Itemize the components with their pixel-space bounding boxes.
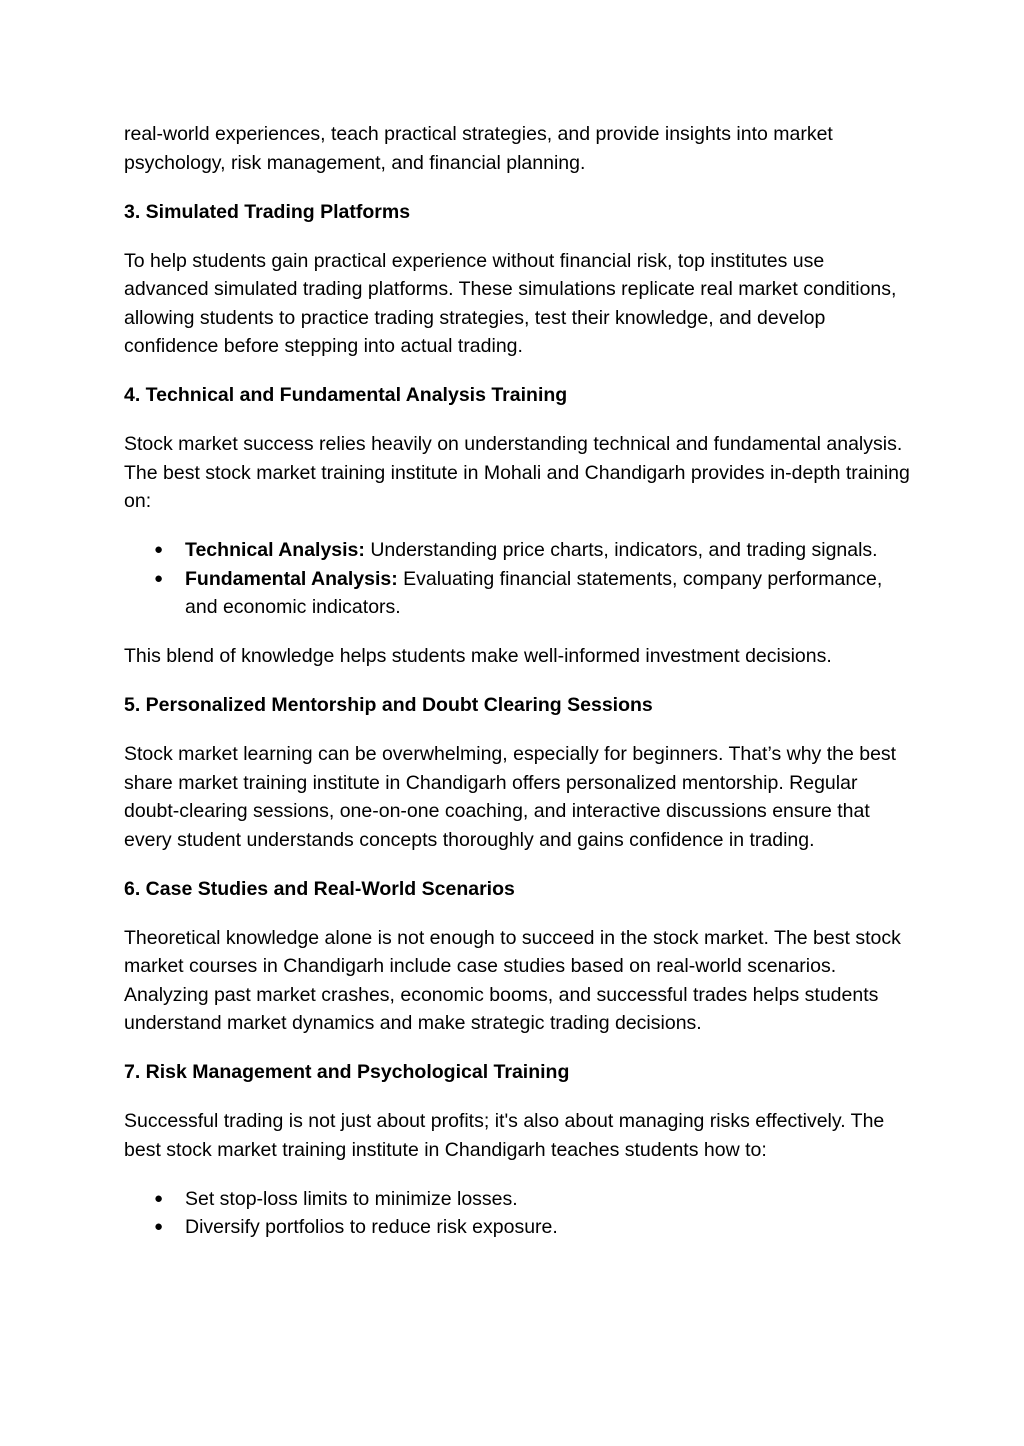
section-4-heading: 4. Technical and Fundamental Analysis Training (124, 384, 568, 406)
section-4-paragraph: Stock market success relies heavily on understanding technical and fundamental analysis. The best stock market training institute in Mohali and Chandigarh provides in-depth training on: (124, 433, 910, 512)
bullet-text: Diversify portfolios to reduce risk exposure. (185, 1216, 558, 1238)
bullet-text: Understanding price charts, indicators, and trading signals. (364, 539, 878, 561)
bullet-text: Set stop-loss limits to minimize losses. (185, 1187, 518, 1210)
bullet-label: Fundamental Analysis: (185, 567, 398, 590)
section-3-paragraph: To help students gain practical experience without financial risk, top institutes use advanced simulated trading platforms. These simulations replicate real market conditions, allowing students to practice trading strategies, test their knowledge, and develop confidence before stepping into actual trading. (124, 249, 897, 357)
section-3-heading: 3. Simulated Trading Platforms (124, 200, 411, 223)
bullet-icon: ● (154, 569, 164, 587)
analysis-bullet-list (124, 536, 914, 622)
list-item (124, 1185, 914, 1214)
bullet-icon: ● (154, 1218, 164, 1235)
section-7-heading: 7. Risk Management and Psychological Training (124, 1061, 570, 1083)
risk-bullet-list (124, 1185, 914, 1242)
list-item (124, 536, 914, 565)
bullet-icon: ● (154, 541, 164, 558)
section-6-paragraph: Theoretical knowledge alone is not enough to succeed in the stock market. The best stock market courses in Chandigarh include case studies based on real-world scenarios. Analyzing past market crashes, economic booms, and successful trades helps students understand market dynamics and make strategic trading decisions. (124, 926, 901, 1034)
bullet-icon: ● (154, 1189, 164, 1207)
list-item (124, 565, 914, 622)
section-6-heading: 6. Case Studies and Real-World Scenarios (124, 877, 515, 900)
bullet-label: Technical Analysis: (185, 539, 365, 561)
section-5-heading: 5. Personalized Mentorship and Doubt Clearing Sessions (124, 694, 653, 716)
section-4-closing: This blend of knowledge helps students make well-informed investment decisions. (124, 645, 832, 667)
bullet-text: Evaluating financial statements, company performance, and economic indicators. (185, 567, 883, 618)
document-page (124, 120, 914, 1262)
section-5-paragraph: Stock market learning can be overwhelming, especially for beginners. That’s why the best share market training institute in Chandigarh offers personalized mentorship. Regular doubt-clearing sessions, one-on-one coaching, and interactive discussions ensure that every student understands concepts thoroughly and gains confidence in trading. (124, 743, 897, 851)
list-item (124, 1213, 914, 1242)
section-7-paragraph: Successful trading is not just about profits; it's also about managing risks effectively. The best stock market training institute in Chandigarh teaches students how to: (124, 1110, 885, 1161)
intro-paragraph: real-world experiences, teach practical strategies, and provide insights into market psychology, risk management, and financial planning. (124, 123, 833, 174)
